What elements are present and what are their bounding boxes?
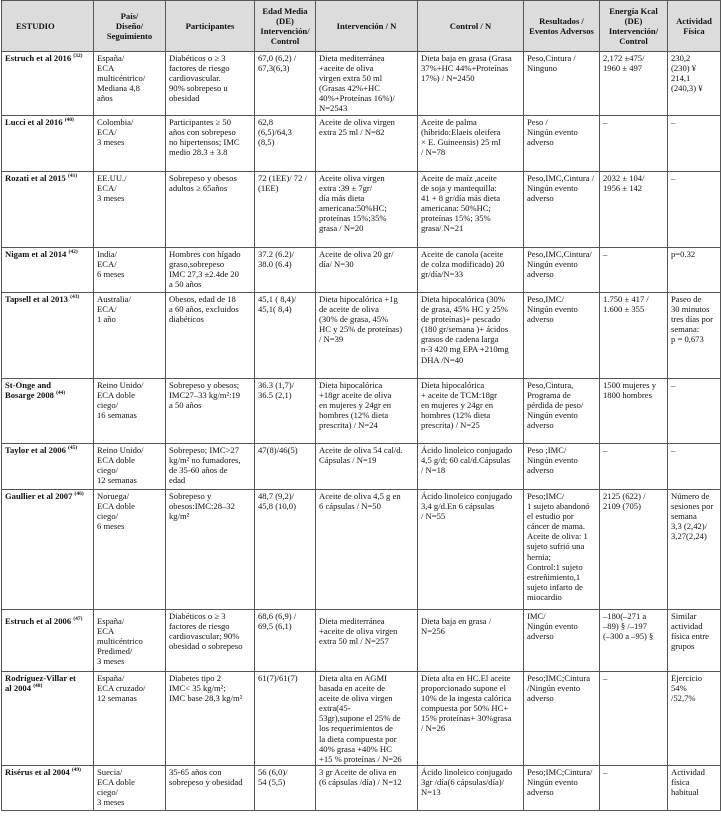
activity-cell: – [668,444,721,490]
col-header-energia: Energía Kcal (DE) Intervención/ Control [600,1,668,52]
study-cell [2,610,94,672]
study-name: Lucci et al 2016 [5,117,63,127]
energy-cell: 2125 (622) / 2109 (705) [600,490,668,610]
control-cell: Dieta alta en HC.El aceite proporcionado supone el 10% de la ingesta calórica compuesta por 50% HC+ 15% proteínas+ 30%grasa / N=26 [418,672,524,766]
study-cell [2,379,94,444]
activity-cell: Similar actividad física entre grupos [668,610,721,672]
country-cell: EE.UU./ ECA/ 3 meses [94,172,166,248]
study-reference: (43) [70,294,80,301]
col-header-actividad: Actividad Física [668,1,721,52]
col-header-intervencion: Intervención / N [316,1,418,52]
col-header-participantes: Participantes [166,1,255,52]
age-cell: 37.2 (6.2)/ 38.0 (6.4) [255,248,316,293]
table-row [2,490,721,610]
energy-cell: – [600,672,668,766]
study-reference: (40) [64,117,74,124]
study-cell [2,672,94,766]
study-reference: (49) [71,766,82,773]
age-cell: 56 (6,0)/ 54 (5,5) [255,765,316,810]
study-reference: (44) [56,390,66,397]
participants-cell: Obesos, edad de 18 a 60 años, excluidos diabéticos [166,293,255,379]
studies-table [1,0,721,811]
intervention-cell: Aceite de oliva virgen extra 25 ml / N=82 [316,116,418,172]
study-name: Gaullier et al 2007 [5,491,73,501]
energy-cell: – [600,765,668,810]
table-row [2,765,721,810]
activity-cell: – [668,172,721,248]
col-header-edad: Edad Media (DE) Intervención/ Control [255,1,316,52]
intervention-cell: Aceite oliva virgen extra :39 ± 7gr/ día más dieta americana:50%HC; proteínas 15%;35% grasa / N=20 [316,172,418,248]
table-row [2,610,721,672]
results-cell: Peso,IMC,Cintura/ Ningún evento adverso [524,248,600,293]
results-cell: Peso ;IMC/ Ningún evento adverso [524,444,600,490]
col-header-estudio: ESTUDIO [2,1,94,52]
results-cell: Peso,Cintura, Programa de pérdida de peso/ Ningún evento adverso [524,379,600,444]
study-cell [2,293,94,379]
study-reference: (45) [68,445,78,452]
study-name: Estruch et al 2016 [5,53,72,63]
participants-cell: Sobrepeso y obesos; IMC27–33 kg/m²:19 a 50 años [166,379,255,444]
age-cell: 72 (1EE)/ 72 / (1EE) [255,172,316,248]
results-cell: Peso;IMC/ 1 sujeto abandonó el estudio por cáncer de mama. Aceite de oliva: 1 sujeto sufrió una hernia; Control:1 sujeto estreñimiento,1 sujeto infarto de miocardio [524,490,600,610]
study-reference: (42) [68,249,78,256]
study-name: Tapsell et al 2013 [5,294,68,304]
table-row [2,444,721,490]
activity-cell: Paseo de 30 minutos tres días por semana: p = 0,673 [668,293,721,379]
participants-cell: Participantes ≥ 50 años con sobrepeso no hipertensos; IMC medio 28.3 ± 3.8 [166,116,255,172]
results-cell: Peso,IMC,Cintura / Ningún evento adverso [524,172,600,248]
table-row [2,248,721,293]
participants-cell: Sobrepeso y obesos:IMC:28–32 kg/m² [166,490,255,610]
study-reference: (32) [73,53,83,60]
age-cell: 48,7 (9,2)/ 45,8 (10,0) [255,490,316,610]
country-cell: España/ ECA cruzado/ 12 semanas [94,672,166,766]
study-name: Risérus et al 2004 [5,766,70,777]
activity-cell: – [668,379,721,444]
age-cell: 67,0 (6,2) / 67,3(6,3) [255,52,316,116]
header-row [2,1,721,52]
activity-cell: Ejercicio 54% /52,7% [668,672,721,766]
study-cell [2,444,94,490]
study-cell [2,116,94,172]
control-cell: Dieta hipocalórica + aceite de TCM:18gr en mujeres y 24gr en hombres (12% dieta prescrita) / N=25 [418,379,524,444]
participants-cell: 35-65 años con sobrepeso y obesidad [166,765,255,810]
control-cell: Ácido linoleico conjugado 4,5 g/d; 60 cal/d.Cápsulas / N=18 [418,444,524,490]
participants-cell: Diabéticos o ≥ 3 factores de riesgo cardiovascular. 90% sobrepeso u obesidad [166,52,255,116]
study-name: Taylor et al 2006 [5,445,66,455]
activity-cell: Actividad física habitual [668,765,721,810]
age-cell: 47(8)/46(5) [255,444,316,490]
study-name: Rozati et al 2015 [5,173,66,183]
intervention-cell: Aceite de oliva 4,5 g en 6 cápsulas / N=50 [316,490,418,610]
activity-cell: Número de sesiones por semana 3,3 (2,42)/ 3,27(2,24) [668,490,721,610]
country-cell: Australia/ ECA/ 1 año [94,293,166,379]
age-cell: 36.3 (1,7)/ 36.5 (2,1) [255,379,316,444]
participants-cell: Sobrepeso; IMC>27 kg/m² no fumadores, de 35-60 años de edad [166,444,255,490]
table-body [2,52,721,811]
age-cell: 61(7)/61(7) [255,672,316,766]
table-row [2,672,721,766]
study-reference: (48) [33,683,43,690]
country-cell: Colombia/ ECA/ 3 meses [94,116,166,172]
table-row [2,379,721,444]
results-cell: Peso;IMC;Cintura/ Ningún evento adverso [524,765,600,810]
participants-cell: Diabetes tipo 2 IMC< 35 kg/m²; IMC base 28,3 kg/m² [166,672,255,766]
intervention-cell: Dieta hipocalórica +1g de aceite de oliva (30% de grasa, 45% HC y 25% de proteínas) / N=39 [316,293,418,379]
results-cell: IMC/ Ningún evento adverso [524,610,600,672]
age-cell: 62,8 (6,5)/64,3 (8,5) [255,116,316,172]
energy-cell: 1.750 ± 417 / 1.600 ± 355 [600,293,668,379]
intervention-cell: Aceite de oliva 54 cal/d. Cápsulas / N=19 [316,444,418,490]
study-name: Estruch et al 2006 [5,616,72,626]
study-cell [2,52,94,116]
participants-cell: Hombres con hígado graso,sobrepeso IMC 27,3 ±2.4de 20 a 50 años [166,248,255,293]
study-name: St-Onge and Bosarge 2008 [5,380,54,401]
control-cell: Aceite de maíz ,aceite de soja y mantequilla: 41 + 8 gr/día más dieta americana: 50%HC; proteínas 15%; 35% grasa/ N=21 [418,172,524,248]
study-name: Rodríguez-Villar et al 2004 [5,673,76,694]
intervention-cell: Dieta mediterránea +aceite de oliva virgen extra 50 ml (Grasas 42%+HC 40%+Proteínas 16%)/ N=2543 [316,52,418,116]
control-cell: Dieta baja en grasa / N=256 [418,610,524,672]
control-cell: Dieta hipocalórica (30% de grasa, 45% HC y 25% de proteínas)+ pescado (180 gr/semana )+ ácidos grasos de cadena larga n-3 420 mg EPA +210mg DHA /N=40 [418,293,524,379]
participants-cell: Diabéticos o ≥ 3 factores de riesgo cardiovascular; 90% obesidad o sobrepeso [166,610,255,672]
table-row [2,172,721,248]
activity-cell: p=0.32 [668,248,721,293]
table-row [2,293,721,379]
results-cell: Peso,IMC/ Ningún evento adverso [524,293,600,379]
col-header-pais: País/ Diseño/ Seguimiento [94,1,166,52]
energy-cell: 2,172 ±475/ 1960 ± 497 [600,52,668,116]
country-cell: España/ ECA multicéntrico/ Mediana 4,8 años [94,52,166,116]
study-cell [2,172,94,248]
study-reference: (46) [74,491,84,498]
country-cell: Noruega/ ECA doble ciego/ 6 meses [94,490,166,610]
intervention-cell: Dieta hipocalórica +18gr aceite de oliva en mujeres y 24gr en hombres (12% dieta prescrita) / N=24 [316,379,418,444]
study-cell [2,765,94,810]
participants-cell: Sobrepeso y obesos adultos ≥ 65años [166,172,255,248]
col-header-resultados: Resultados / Eventos Adversos [524,1,600,52]
control-cell: Aceite de palma (híbrido:Elaeis oleifera × E. Guineensis) 25 ml / N=78 [418,116,524,172]
study-reference: (41) [68,173,78,180]
energy-cell: – [600,116,668,172]
energy-cell: 1500 mujeres y 1800 hombres [600,379,668,444]
age-cell: 68,6 (6,9) / 69,5 (6,1) [255,610,316,672]
country-cell: India/ ECA/ 6 meses [94,248,166,293]
table-row [2,52,721,116]
activity-cell: – [668,116,721,172]
energy-cell: – [600,248,668,293]
table-row [2,116,721,172]
country-cell: España/ ECA multicéntrico Predimed/ 3 meses [94,610,166,672]
control-cell: Dieta baja en grasa (Grasa 37%+HC 44%+Proteínas 17%) / N=2450 [418,52,524,116]
results-cell: Peso,Cintura / Ninguno [524,52,600,116]
age-cell: 45,1 ( 8,4)/ 45,1( 8,4) [255,293,316,379]
control-cell: Aceite de canola (aceite de colza modificado) 20 gr/día/N=33 [418,248,524,293]
control-cell: Ácido linoleico conjugado 3,4 g/d.En 6 cápsulas / N=55 [418,490,524,610]
country-cell: Reino Unido/ ECA doble ciego/ 12 semanas [94,444,166,490]
activity-cell: 230,2 (230) ¥ 214,1 (240,3) ¥ [668,52,721,116]
energy-cell: –180(–271 a –89) § /–197 (–300 a –95) § [600,610,668,672]
study-reference: (47) [73,616,83,623]
study-name: Nigam et al 2014 [5,249,67,259]
study-cell [2,490,94,610]
intervention-cell: Dieta alta en AGMI basada en aceite de aceite de oliva virgen extra(45- 53gr),supone el 25% de los requerimientos de la dieta compuesta por 40% grasa +40% HC +15 % proteínas / N=26 [316,672,418,766]
results-cell: Peso;IMC;Cintura /Ningún evento adverso [524,672,600,766]
intervention-cell: 3 gr Aceite de oliva en (6 cápsulas /día) / N=12 [316,765,418,810]
intervention-cell: Dieta mediterránea +aceite de oliva virgen extra 50 ml / N=257 [316,610,418,672]
intervention-cell: Aceite de oliva 20 gr/ día/ N=30 [316,248,418,293]
country-cell: Reino Unido/ ECA doble ciego/ 16 semanas [94,379,166,444]
results-cell: Peso / Ningún evento adverso [524,116,600,172]
col-header-control: Control / N [418,1,524,52]
control-cell: Ácido linoleico conjugado 3gr /día(6 cápsulas/día)/ N=13 [418,765,524,810]
energy-cell: 2032 ± 104/ 1956 ± 142 [600,172,668,248]
study-cell [2,248,94,293]
country-cell: Suecia/ ECA doble ciego/ 3 meses [94,765,166,810]
energy-cell: – [600,444,668,490]
